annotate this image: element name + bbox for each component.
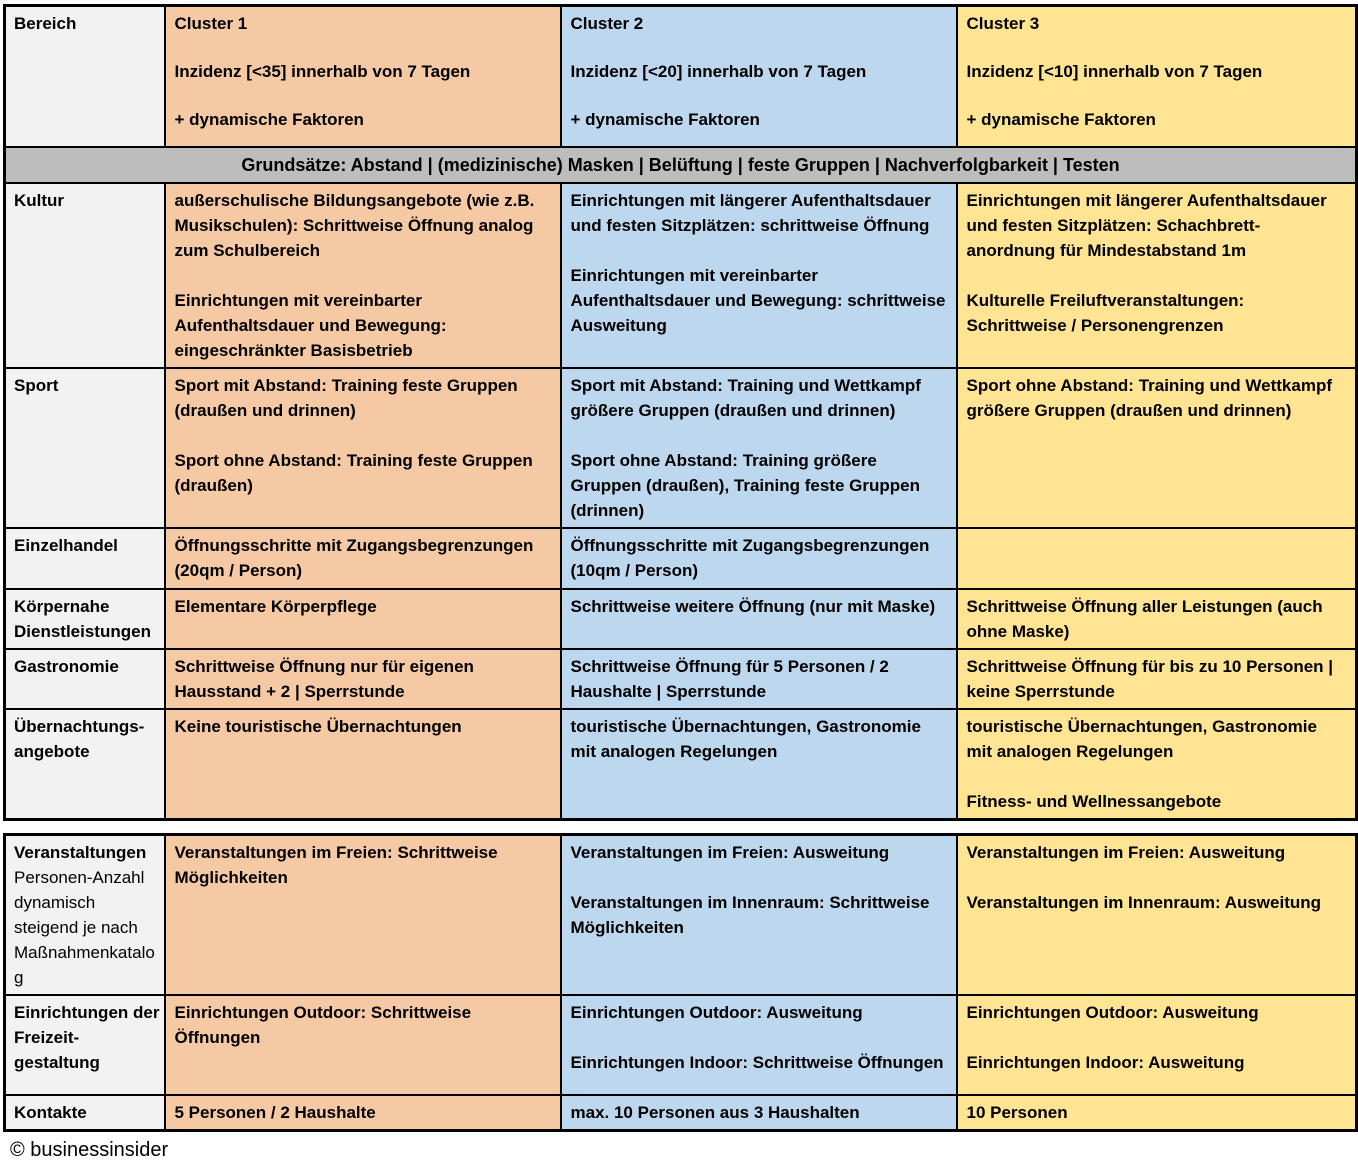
row-sublabel: Personen-Anzahl dynamisch steigend je nach Maßnahmenkatalog [14,867,155,987]
cell-kultur-cluster2 [561,183,957,368]
cell-paragraph: Veranstaltungen im Freien: Ausweitung [570,842,890,862]
cell-paragraph: Sport ohne Abstand: Training größere Gruppen (draußen), Training feste Gruppen (drinnen) [570,450,920,520]
cell-einzelhandel-cluster2 [561,528,957,589]
cluster2-factors: + dynamische Faktoren [570,110,760,129]
cell-einzelhandel-cluster3 [957,528,1357,589]
cell-paragraph: Einrichtungen Indoor: Ausweitung [966,1052,1245,1072]
cluster3-title: Cluster 3 [966,14,1040,33]
row-label: Körpernahe Dienstleistungen [14,596,151,641]
row-label-cell-sport [5,368,165,528]
cell-veranstaltungen-cluster2 [561,834,957,995]
cluster2-header-cell [561,6,957,147]
cell-paragraph: Kulturelle Freiluftveranstaltungen: Schrittweise / Personengrenzen [966,290,1245,335]
principles-banner: Grundsätze: Abstand | (medizinische) Masken | Belüftung | feste Gruppen | Nachverfolgbarkeit | Testen [5,147,1357,183]
cell-paragraph: Elementare Körperpflege [174,596,377,616]
cell-paragraph: Sport ohne Abstand: Training und Wettkampf größere Gruppen (draußen und drinnen) [966,375,1332,420]
cluster3-header-cell [957,6,1357,147]
cell-paragraph: Veranstaltungen im Freien: Ausweitung [966,842,1286,862]
cluster1-factors: + dynamische Faktoren [174,110,364,129]
cell-paragraph: Veranstaltungen im Innenraum: Schrittweise Möglichkeiten [570,892,930,937]
row-label-cell-einrichtungen-freizeitgestaltung [5,995,165,1095]
cluster1-incidence: Inzidenz [<35] innerhalb von 7 Tagen [174,62,471,81]
cluster1-header-cell [165,6,561,147]
cell-paragraph: 5 Personen / 2 Haushalte [174,1102,376,1122]
cell-uebernachtungsangebote-cluster2 [561,709,957,820]
header-row [5,6,1357,147]
row-label-cell-kultur [5,183,165,368]
cell-koerpernahe-dienstleistungen-cluster1 [165,589,561,649]
cell-paragraph: Sport mit Abstand: Training feste Gruppen (draußen und drinnen) [174,375,518,420]
cell-paragraph: Einrichtungen mit längerer Aufenthaltsdauer und festen Sitzplätzen: schrittweise Öffnung [570,190,931,235]
cluster3-factors: + dynamische Faktoren [966,110,1156,129]
cell-einrichtungen-freizeitgestaltung-cluster1 [165,995,561,1095]
cell-kultur-cluster3 [957,183,1357,368]
cell-paragraph: Einrichtungen mit vereinbarter Aufenthaltsdauer und Bewegung: schrittweise Ausweitung [570,265,946,335]
cell-gastronomie-cluster2 [561,649,957,709]
cell-paragraph: Schrittweise Öffnung nur für eigenen Hausstand + 2 | Sperrstunde [174,656,474,701]
cell-koerpernahe-dienstleistungen-cluster2 [561,589,957,649]
cell-paragraph: Fitness- und Wellnessangebote [966,791,1222,811]
row-label-cell-uebernachtungsangebote [5,709,165,820]
cell-paragraph: Öffnungsschritte mit Zugangsbegrenzungen (20qm / Person) [174,535,534,580]
cell-paragraph: Einrichtungen mit längerer Aufenthaltsdauer und festen Sitzplätzen: Schachbrett-anordnung für Mindestabstand 1m [966,190,1327,260]
cluster-table-events [3,833,1358,1132]
cell-paragraph: Sport mit Abstand: Training und Wettkampf größere Gruppen (draußen und drinnen) [570,375,921,420]
cell-paragraph: Veranstaltungen im Innenraum: Ausweitung [966,892,1322,912]
cell-gastronomie-cluster1 [165,649,561,709]
principles-row [5,147,1357,183]
cell-einzelhandel-cluster1 [165,528,561,589]
row-label: Sport [14,375,59,395]
table-row-koerpernahe-dienstleistungen [5,589,1357,649]
cell-kultur-cluster1 [165,183,561,368]
cell-paragraph: max. 10 Personen aus 3 Haushalten [570,1102,860,1122]
row-label: Veranstaltungen [14,842,147,862]
row-label: Gastronomie [14,656,119,676]
row-label: Einrichtungen der Freizeit-gestaltung [14,1002,160,1072]
cell-paragraph: Einrichtungen Indoor: Schrittweise Öffnungen [570,1052,944,1072]
row-label-cell-veranstaltungen [5,834,165,995]
table-row-veranstaltungen [5,834,1357,995]
row-label-cell-koerpernahe-dienstleistungen [5,589,165,649]
cluster2-incidence: Inzidenz [<20] innerhalb von 7 Tagen [570,62,867,81]
cell-paragraph: Einrichtungen mit vereinbarter Aufenthaltsdauer und Bewegung: eingeschränkter Basisbetrieb [174,290,447,360]
cell-veranstaltungen-cluster1 [165,834,561,995]
row-label: Kontakte [14,1102,87,1122]
row-label: Übernachtungs-angebote [14,716,145,761]
table-row-uebernachtungsangebote [5,709,1357,820]
cell-einrichtungen-freizeitgestaltung-cluster2 [561,995,957,1095]
cluster1-title: Cluster 1 [174,14,248,33]
cell-paragraph: Keine touristische Übernachtungen [174,716,462,736]
table-row-einzelhandel [5,528,1357,589]
table-row-einrichtungen-freizeitgestaltung [5,995,1357,1095]
cell-sport-cluster1 [165,368,561,528]
cell-paragraph: touristische Übernachtungen, Gastronomie mit analogen Regelungen [966,716,1317,761]
row-label-cell-kontakte [5,1095,165,1131]
table-row-sport [5,368,1357,528]
bereich-header-label: Bereich [14,14,77,33]
bereich-header-cell [5,6,165,147]
cell-koerpernahe-dienstleistungen-cluster3 [957,589,1357,649]
row-label-cell-gastronomie [5,649,165,709]
cell-kontakte-cluster1 [165,1095,561,1131]
table-row-gastronomie [5,649,1357,709]
cell-paragraph: Einrichtungen Outdoor: Schrittweise Öffnungen [174,1002,472,1047]
table-row-kontakte [5,1095,1357,1131]
cell-veranstaltungen-cluster3 [957,834,1357,995]
cell-kontakte-cluster3 [957,1095,1357,1131]
cell-paragraph: 10 Personen [966,1102,1068,1122]
cell-paragraph: Schrittweise Öffnung für bis zu 10 Personen | keine Sperrstunde [966,656,1334,701]
cell-paragraph: touristische Übernachtungen, Gastronomie mit analogen Regelungen [570,716,921,761]
cell-paragraph: Schrittweise Öffnung aller Leistungen (auch ohne Maske) [966,596,1323,641]
cell-paragraph: Schrittweise Öffnung für 5 Personen / 2 Haushalte | Sperrstunde [570,656,889,701]
cluster2-title: Cluster 2 [570,14,644,33]
cell-uebernachtungsangebote-cluster1 [165,709,561,820]
credit-text: © businessinsider [10,1138,169,1161]
row-label: Einzelhandel [14,535,118,555]
cell-paragraph: Schrittweise weitere Öffnung (nur mit Maske) [570,596,936,616]
cell-uebernachtungsangebote-cluster3 [957,709,1357,820]
cell-einrichtungen-freizeitgestaltung-cluster3 [957,995,1357,1095]
cell-paragraph: Veranstaltungen im Freien: Schrittweise Möglichkeiten [174,842,498,887]
cell-paragraph: Öffnungsschritte mit Zugangsbegrenzungen (10qm / Person) [570,535,930,580]
row-label-cell-einzelhandel [5,528,165,589]
cell-paragraph: außerschulische Bildungsangebote (wie z.B. Musikschulen): Schrittweise Öffnung analog zum Schulbereich [174,190,535,260]
cluster3-incidence: Inzidenz [<10] innerhalb von 7 Tagen [966,62,1263,81]
cluster-table-main [3,4,1358,821]
cell-sport-cluster3 [957,368,1357,528]
cell-paragraph: Sport ohne Abstand: Training feste Gruppen (draußen) [174,450,533,495]
cell-gastronomie-cluster3 [957,649,1357,709]
cell-sport-cluster2 [561,368,957,528]
table-row-kultur [5,183,1357,368]
cell-paragraph: Einrichtungen Outdoor: Ausweitung [570,1002,863,1022]
cell-paragraph: Einrichtungen Outdoor: Ausweitung [966,1002,1259,1022]
row-label: Kultur [14,190,65,210]
cell-kontakte-cluster2 [561,1095,957,1131]
